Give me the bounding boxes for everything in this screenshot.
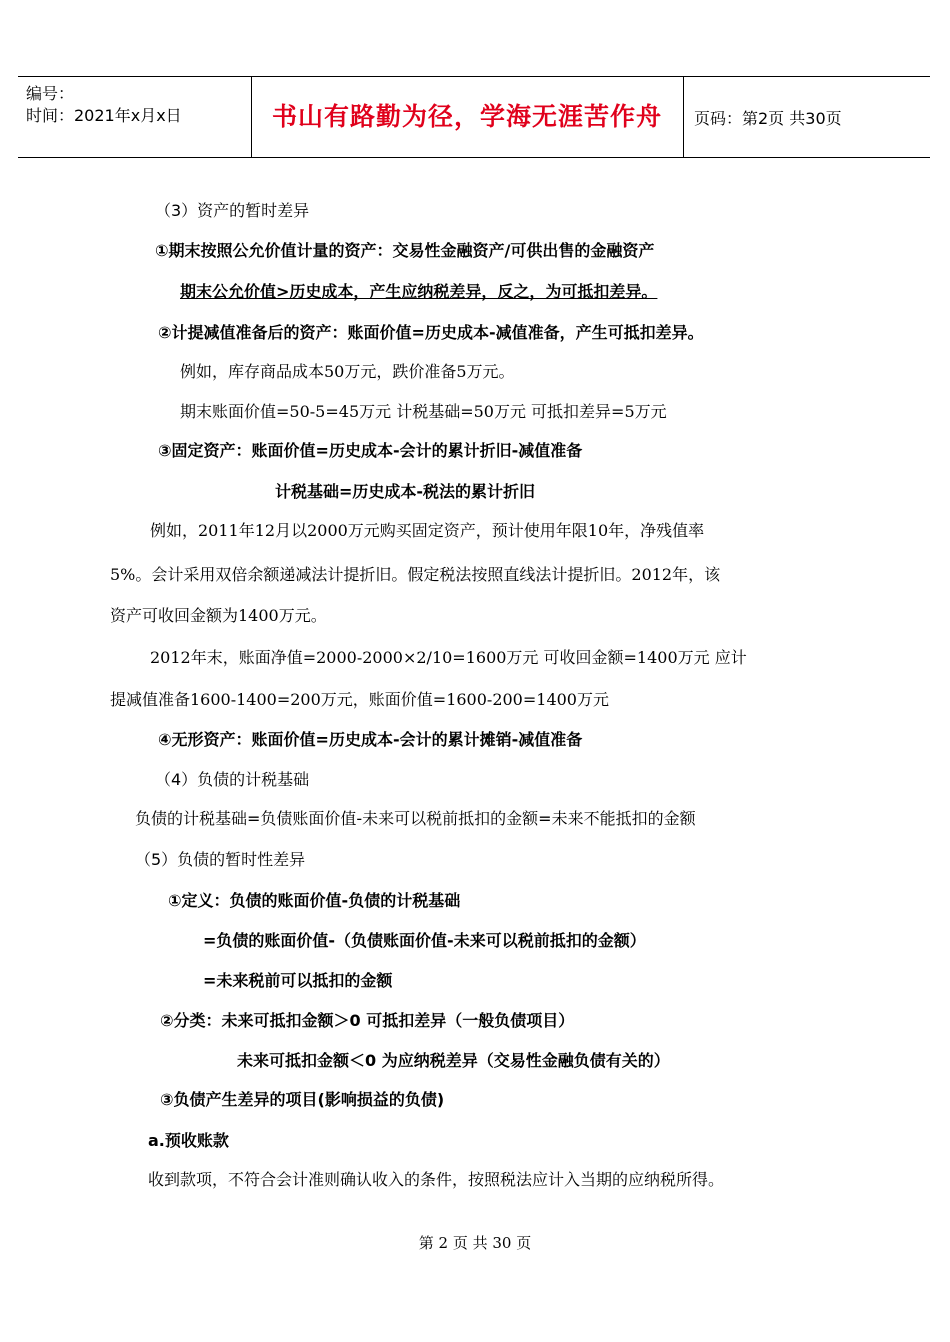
text-line: ②分类：未来可抵扣金额＞0 可抵扣差异（一般负债项目） [160, 1011, 575, 1030]
text-line: ①期末按照公允价值计量的资产：交易性金融资产/可供出售的金融资产 [155, 241, 655, 260]
text-line: ②计提减值准备后的资产：账面价值=历史成本-减值准备，产生可抵扣差异。 [158, 323, 704, 342]
text-line: ④无形资产：账面价值=历史成本-会计的累计摊销-减值准备 [158, 730, 583, 749]
text-line: =未来税前可以抵扣的金额 [203, 971, 393, 990]
header-page-label: 页码：第2页 共30页 [694, 109, 842, 128]
time-label: 时间：2021年x月x日 [26, 106, 182, 125]
text-line: 例如，2011年12月以2000万元购买固定资产，预计使用年限10年，净残值率 [150, 521, 705, 540]
page-header [18, 76, 930, 158]
text-line: a.预收账款 [148, 1131, 229, 1150]
text-line: ③负债产生差异的项目(影响损益的负债) [160, 1090, 445, 1109]
text-line: 2012年末，账面净值=2000-2000×2/10=1600万元 可收回金额=1400万元 应计 [150, 648, 747, 667]
section-heading: （5）负债的暂时性差异 [135, 850, 306, 869]
section-heading: （3）资产的暂时差异 [155, 201, 310, 220]
section-heading: （4）负债的计税基础 [155, 770, 310, 789]
text-line: 提减值准备1600-1400=200万元，账面价值=1600-200=1400万元 [110, 690, 609, 709]
text-line: 计税基础=历史成本-税法的累计折旧 [275, 482, 536, 501]
text-line: =负债的账面价值-（负债账面价值-未来可以税前抵扣的金额） [203, 931, 646, 950]
page-footer: 第 2 页 共 30 页 [418, 1234, 532, 1252]
text-line: 期末公允价值>历史成本，产生应纳税差异，反之，为可抵扣差异。 [180, 282, 658, 301]
header-divider [683, 77, 684, 157]
text-line: 例如，库存商品成本50万元，跌价准备5万元。 [180, 362, 515, 381]
header-motto: 书山有路勤为径，学海无涯苦作舟 [271, 102, 662, 131]
text-line: 未来可抵扣金额＜0 为应纳税差异（交易性金融负债有关的） [237, 1051, 670, 1070]
text-line: 收到款项，不符合会计准则确认收入的条件，按照税法应计入当期的应纳税所得。 [148, 1170, 725, 1189]
text-line: 负债的计税基础=负债账面价值-未来可以税前抵扣的金额=未来不能抵扣的金额 [135, 809, 696, 828]
header-left [26, 83, 182, 127]
number-label: 编号： [26, 84, 75, 103]
text-line: ①定义：负债的账面价值-负债的计税基础 [168, 891, 461, 910]
text-line: ③固定资产：账面价值=历史成本-会计的累计折旧-减值准备 [158, 441, 583, 460]
text-line: 期末账面价值=50-5=45万元 计税基础=50万元 可抵扣差异=5万元 [180, 402, 667, 421]
text-line: 资产可收回金额为1400万元。 [110, 606, 327, 625]
text-line: 5%。会计采用双倍余额递减法计提折旧。假定税法按照直线法计提折旧。2012年，该 [110, 565, 721, 584]
